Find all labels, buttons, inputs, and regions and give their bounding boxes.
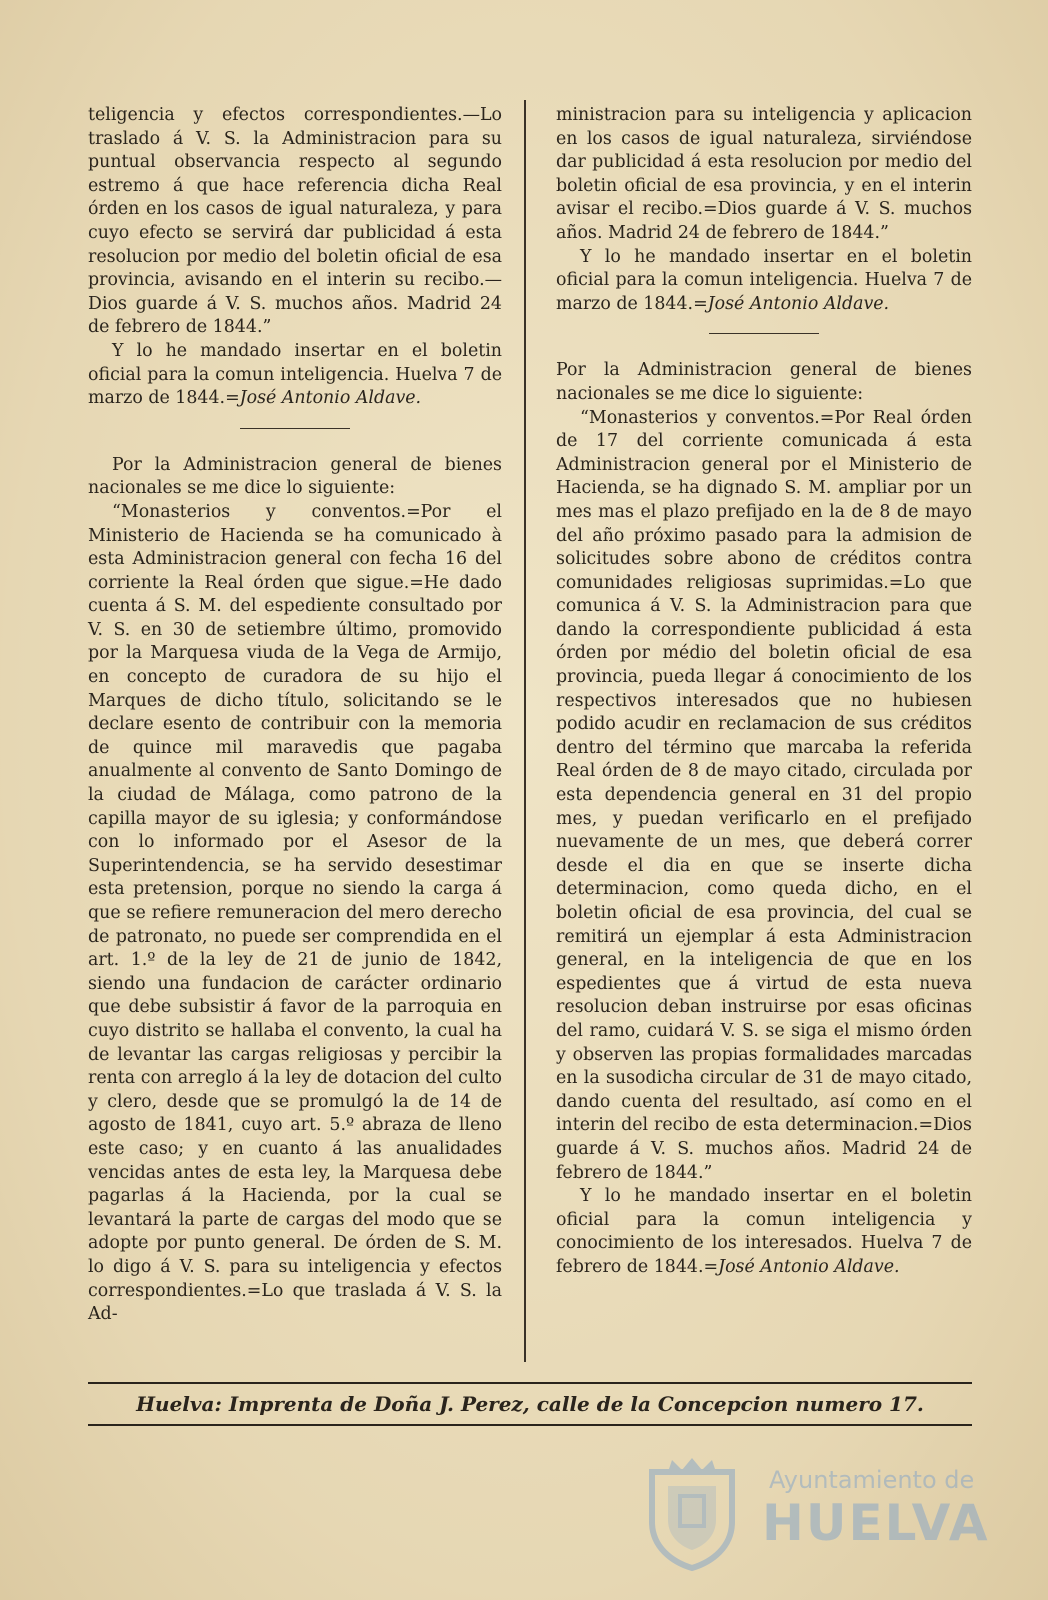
- left-insertion-text: Y lo he mandado insertar en el boletin oficial para la comun inteligencia. Huelva 7 de marzo de 1844.=: [88, 340, 502, 409]
- right-insertion-text: Y lo he mandado insertar en el boletin oficial para la comun inteligencia. Huelva 7 de marzo de 1844.=: [556, 246, 972, 314]
- right-column: [556, 104, 972, 1280]
- right-section-body: “Monasterios y conventos.=Por Real órden de 17 del corriente comunicada á esta Administracion general por el Ministerio de Hacienda, se ha dignado S. M. ampliar por un mes mas el plazo prefijado en la de 8 de mayo del año próximo pasado para la admision de solicitudes sobre abono de créditos contra comunidades religiosas suprimidas.=Lo que comunica á V. S. la Administracion para que dando la correspondiente publicidad á esta órden por médio del boletin oficial de esa provincia, pueda llegar á conocimiento de los respectivos interesados que no hubiesen podido acudir en reclamacion de sus créditos dentro del término que marcaba la referida Real órden de 8 de mayo citado, circulada por esta dependencia general en 31 del propio mes, y puedan verificarlo en el prefijado nuevamente de un mes, que deberá correr desde el dia en que se inserte dicha determinacion, como queda dicho, en el boletin oficial de esa provincia, del cual se remitirá un ejemplar á esta Administracion general, en la inteligencia de que en los espedientes que á virtud de esta nueva resolucion deban instruirse por esas oficinas del ramo, cuidará V. S. se siga el mismo órden y observen las propias formalidades marcadas en la susodicha circular de 31 de mayo citado, dando cuenta del resultado, así como en el interin del recibo de esta determinacion.=Dios guarde á V. S. muchos años. Madrid 24 de febrero de 1844.”: [556, 407, 972, 1183]
- left-paragraph-continuation: teligencia y efectos correspondientes.—Lo traslado á V. S. la Administracion para su puntual observancia respecto al segundo estremo á que hace referencia dicha Real órden en los casos de igual naturaleza, y para cuyo efecto se servirá dar publicidad á esta resolucion por medio del boletin oficial de esa provincia, avisando en el interin su recibo.—Dios guarde á V. S. muchos años. Madrid 24 de febrero de 1844.”: [88, 105, 502, 338]
- left-section-body: “Monasterios y conventos.=Por el Ministerio de Hacienda se ha comunicado à esta Administracion general con fecha 16 del corriente la Real órden que sigue.=He dado cuenta á S. M. del espediente consultado por V. S. en 30 de setiembre último, promovido por la Marquesa viuda de la Vega de Armijo, en concepto de curadora de su hijo el Marques de dicho título, solicitando se le declare esento de contribuir con la memoria de quince mil maravedis que pagaba anualmente al convento de Santo Domingo de la ciudad de Málaga, como patrono de la capilla mayor de su iglesia; y conformándose con lo informado por el Asesor de la Superintendencia, se ha servido desestimar esta pretension, porque no siendo la carga á que se refiere remuneracion del mero derecho de patronato, no puede ser comprendida en el art. 1.º de la ley de 21 de junio de 1842, siendo una fundacion de carácter ordinario que debe subsistir á favor de la parroquia en cuyo distrito se hallaba el convento, la cual ha de levantar las cargas religiosas y percibir la renta con arreglo á la ley de dotacion del culto y clero, desde que se promulgó la de 14 de agosto de 1841, cuyo art. 5.º abraza de lleno este caso; y en cuanto á las anualidades vencidas antes de esta ley, la Marquesa debe pagarlas á la Hacienda, por la cual se levantará la parte de cargas del modo que se adopte por punto general. De órden de S. M. lo digo á V. S. para su inteligencia y efectos correspondientes.=Lo que traslada á V. S. la Ad-: [88, 501, 502, 1325]
- right-paragraph-continuation: ministracion para su inteligencia y aplicacion en los casos de igual naturaleza, sirviéndose dar publicidad á esta resolucion por medio del boletin oficial de esa provincia, y en el interin avisar el recibo.=Dios guarde á V. S. muchos años. Madrid 24 de febrero de 1844.”: [556, 105, 972, 243]
- footer-bottom-rule: [88, 1424, 972, 1426]
- coat-of-arms-icon: [632, 1452, 752, 1572]
- left-signature: José Antonio Aldave.: [239, 388, 422, 409]
- right-insertion-note: [556, 246, 972, 317]
- right-section-intro: Por la Administracion general de bienes nacionales se me dice lo siguiente:: [556, 360, 972, 404]
- right-final-text: Y lo he mandado insertar en el boletin oficial para la comun inteligencia y conocimiento de los interesados. Huelva 7 de febrero de 1844.=: [556, 1186, 972, 1277]
- left-section-intro: Por la Administracion general de bienes nacionales se me dice lo siguiente:: [88, 454, 502, 499]
- left-column: [88, 104, 502, 1327]
- right-final-note: [556, 1185, 972, 1279]
- footer-top-rule: [88, 1382, 972, 1384]
- right-final-signature: José Antonio Aldave.: [718, 1256, 900, 1277]
- watermark-line2: HUELVA: [762, 1494, 990, 1552]
- column-divider: [524, 100, 526, 1362]
- right-section-divider: [709, 333, 819, 334]
- left-insertion-note: [88, 340, 502, 411]
- printer-imprint: Huelva: Imprenta de Doña J. Perez, calle de la Concepcion numero 17.: [136, 1392, 924, 1416]
- watermark-line1: Ayuntamiento de: [769, 1466, 975, 1494]
- left-section-divider: [240, 428, 350, 429]
- archive-watermark: [632, 1452, 992, 1572]
- right-signature: José Antonio Aldave.: [707, 293, 890, 314]
